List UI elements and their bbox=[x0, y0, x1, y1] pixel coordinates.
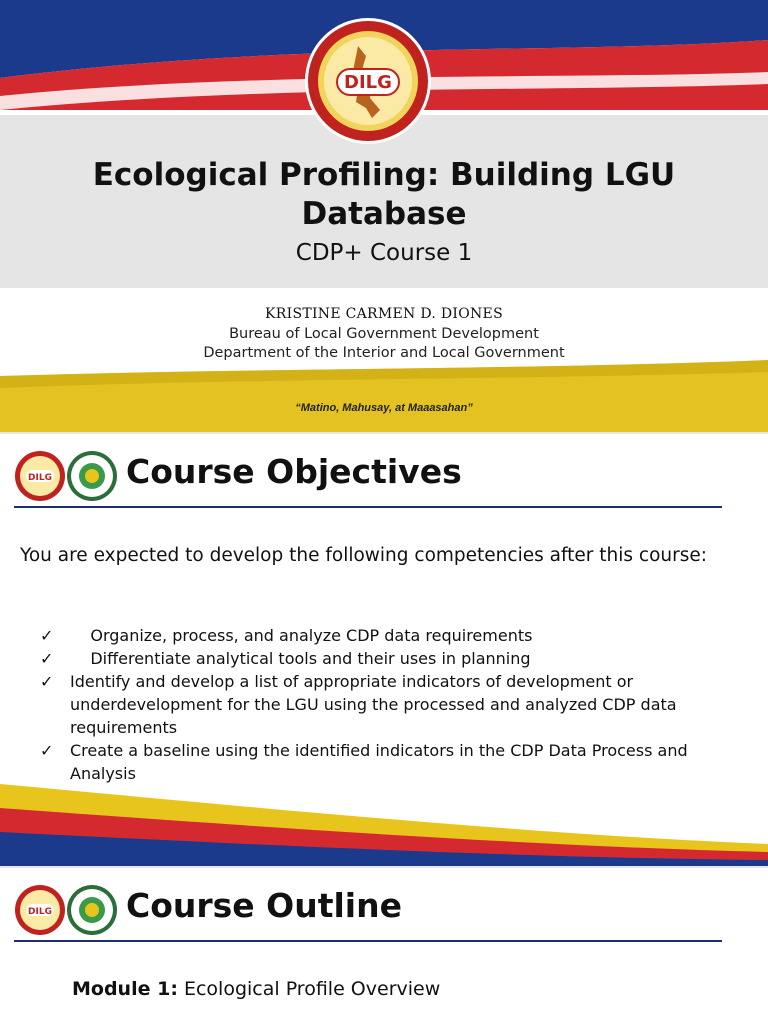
title-slide bbox=[0, 0, 768, 432]
author-name: KRISTINE CARMEN D. DIONES bbox=[265, 306, 503, 322]
heading-rule bbox=[14, 506, 722, 508]
tagline: “Matino, Mahusay, at Maaasahan” bbox=[295, 402, 473, 414]
outline-slide bbox=[0, 868, 768, 1024]
objectives-list bbox=[40, 624, 730, 785]
objectives-slide bbox=[0, 434, 768, 866]
list-item: ✓ Differentiate analytical tools and their uses in planning bbox=[40, 649, 531, 668]
list-item: ✓ Identify and develop a list of appropriate indicators of development or underdevelopment for the LGU using the processed and analyzed CDP data requirements bbox=[40, 672, 677, 737]
module-line bbox=[72, 978, 440, 1000]
check-icon: ✓ bbox=[40, 672, 54, 691]
slide-title: Ecological Profiling: Building LGU Database bbox=[92, 157, 676, 232]
module-label: Module 1: bbox=[72, 978, 178, 1000]
list-item: ✓ Organize, process, and analyze CDP data requirements bbox=[40, 626, 533, 645]
check-icon: ✓ bbox=[40, 741, 54, 760]
dilg-seal-logo bbox=[303, 16, 433, 146]
module-title: Ecological Profile Overview bbox=[177, 978, 441, 1000]
slide-subtitle: CDP+ Course 1 bbox=[295, 240, 473, 266]
objectives-intro: You are expected to develop the following competencies after this course: bbox=[20, 545, 707, 566]
header-logos bbox=[14, 450, 118, 506]
footer-wave bbox=[0, 774, 768, 866]
list-item: ✓ Create a baseline using the identified indicators in the CDP Data Process and Analysis bbox=[40, 741, 688, 783]
svg-text:DILG: DILG bbox=[28, 473, 52, 483]
check-icon: ✓ bbox=[40, 626, 54, 645]
bureau-name: Bureau of Local Government Development bbox=[229, 326, 539, 342]
logos-icon bbox=[14, 884, 118, 936]
objectives-heading: Course Objectives bbox=[126, 452, 462, 491]
header-logos bbox=[14, 884, 118, 940]
check-icon: ✓ bbox=[40, 649, 54, 668]
logos-icon bbox=[14, 450, 118, 502]
seal-text: DILG bbox=[344, 72, 392, 93]
outline-heading: Course Outline bbox=[126, 886, 402, 925]
heading-rule bbox=[14, 940, 722, 942]
department-name: Department of the Interior and Local Government bbox=[203, 345, 565, 361]
svg-text:DILG: DILG bbox=[28, 907, 52, 917]
